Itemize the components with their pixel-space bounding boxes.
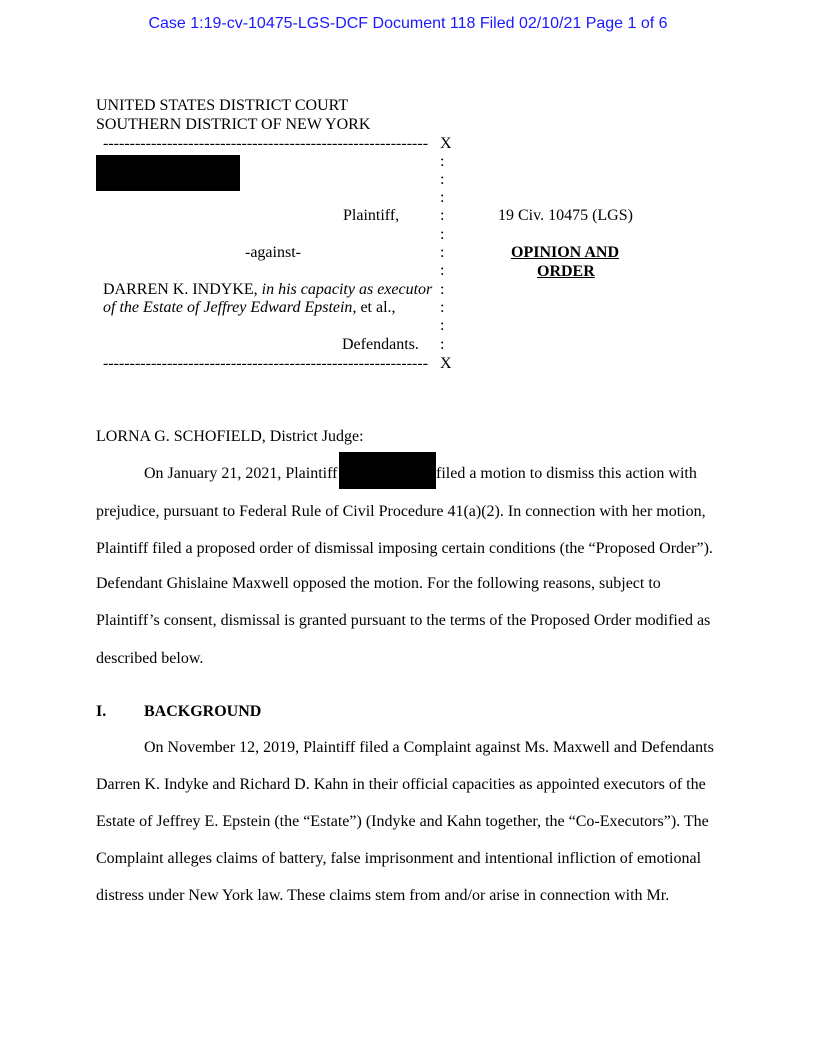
plaintiff-label: Plaintiff, bbox=[343, 207, 400, 224]
para1-line4: Defendant Ghislaine Maxwell opposed the motion. For the following reasons, subject to bbox=[96, 575, 661, 592]
case-number: 19 Civ. 10475 (LGS) bbox=[498, 207, 633, 224]
caption-colon: : bbox=[440, 189, 445, 206]
caption-colon: : bbox=[440, 281, 445, 298]
court-name-line1: UNITED STATES DISTRICT COURT bbox=[96, 97, 349, 114]
defendants-label: Defendants. bbox=[342, 336, 419, 353]
caption-x-top: X bbox=[440, 135, 452, 152]
defendant-line2 bbox=[103, 299, 396, 317]
para1-line6: described below. bbox=[96, 650, 204, 667]
case-header: Case 1:19-cv-10475-LGS-DCF Document 118 Filed 02/10/21 Page 1 of 6 bbox=[148, 15, 668, 32]
caption-dash-bottom: ------------------------------------------------------------- bbox=[103, 355, 429, 372]
redacted-plaintiff-name-inline bbox=[339, 452, 436, 489]
caption-colon: : bbox=[440, 299, 445, 316]
caption-colon: : bbox=[440, 244, 445, 261]
para1-line1a: On January 21, 2021, Plaintiff bbox=[144, 465, 338, 482]
para2-line3: Estate of Jeffrey E. Epstein (the “Estate”) (Indyke and Kahn together, the “Co-Executors”). The bbox=[96, 813, 709, 830]
para1-line2: prejudice, pursuant to Federal Rule of Civil Procedure 41(a)(2). In connection with her motion, bbox=[96, 503, 706, 520]
defendant-line1 bbox=[103, 281, 432, 299]
section-title: BACKGROUND bbox=[144, 703, 262, 720]
defendant-capacity-1: in his capacity as executor bbox=[261, 281, 433, 298]
against-label: -against- bbox=[245, 244, 301, 261]
defendant-capacity-2: of the Estate of Jeffrey Edward Epstein bbox=[103, 299, 353, 316]
para2-line1: On November 12, 2019, Plaintiff filed a Complaint against Ms. Maxwell and Defendants bbox=[144, 739, 714, 756]
judge-line: LORNA G. SCHOFIELD, District Judge: bbox=[96, 428, 364, 445]
para2-line5: distress under New York law. These claims stem from and/or arise in connection with Mr. bbox=[96, 887, 670, 904]
caption-colon: : bbox=[440, 153, 445, 170]
caption-dash-top: ------------------------------------------------------------- bbox=[103, 135, 429, 152]
caption-colon: : bbox=[440, 226, 445, 243]
section-number: I. bbox=[96, 703, 107, 720]
caption-colon: : bbox=[440, 262, 445, 279]
para2-line4: Complaint alleges claims of battery, false imprisonment and intentional infliction of emotional bbox=[96, 850, 702, 867]
para1-line3: Plaintiff filed a proposed order of dismissal imposing certain conditions (the “Proposed Order”). bbox=[96, 540, 713, 557]
caption-colon: : bbox=[440, 171, 445, 188]
court-name-line2: SOUTHERN DISTRICT OF NEW YORK bbox=[96, 116, 371, 133]
doc-title-line2: ORDER bbox=[537, 263, 595, 280]
caption-colon: : bbox=[440, 207, 445, 224]
defendant-etal: , et al., bbox=[352, 299, 396, 316]
para2-line2: Darren K. Indyke and Richard D. Kahn in their official capacities as appointed executors of the bbox=[96, 776, 706, 793]
caption-colon: : bbox=[440, 336, 445, 353]
redacted-plaintiff-name bbox=[96, 155, 240, 191]
para1-line1b: filed a motion to dismiss this action with bbox=[436, 465, 697, 482]
defendant-name: DARREN K. INDYKE, bbox=[103, 281, 258, 298]
doc-title-line1: OPINION AND bbox=[511, 244, 620, 261]
caption-colon: : bbox=[440, 317, 445, 334]
para1-line5: Plaintiff’s consent, dismissal is granted pursuant to the terms of the Proposed Order modified as bbox=[96, 612, 711, 629]
caption-x-bottom: X bbox=[440, 355, 452, 372]
